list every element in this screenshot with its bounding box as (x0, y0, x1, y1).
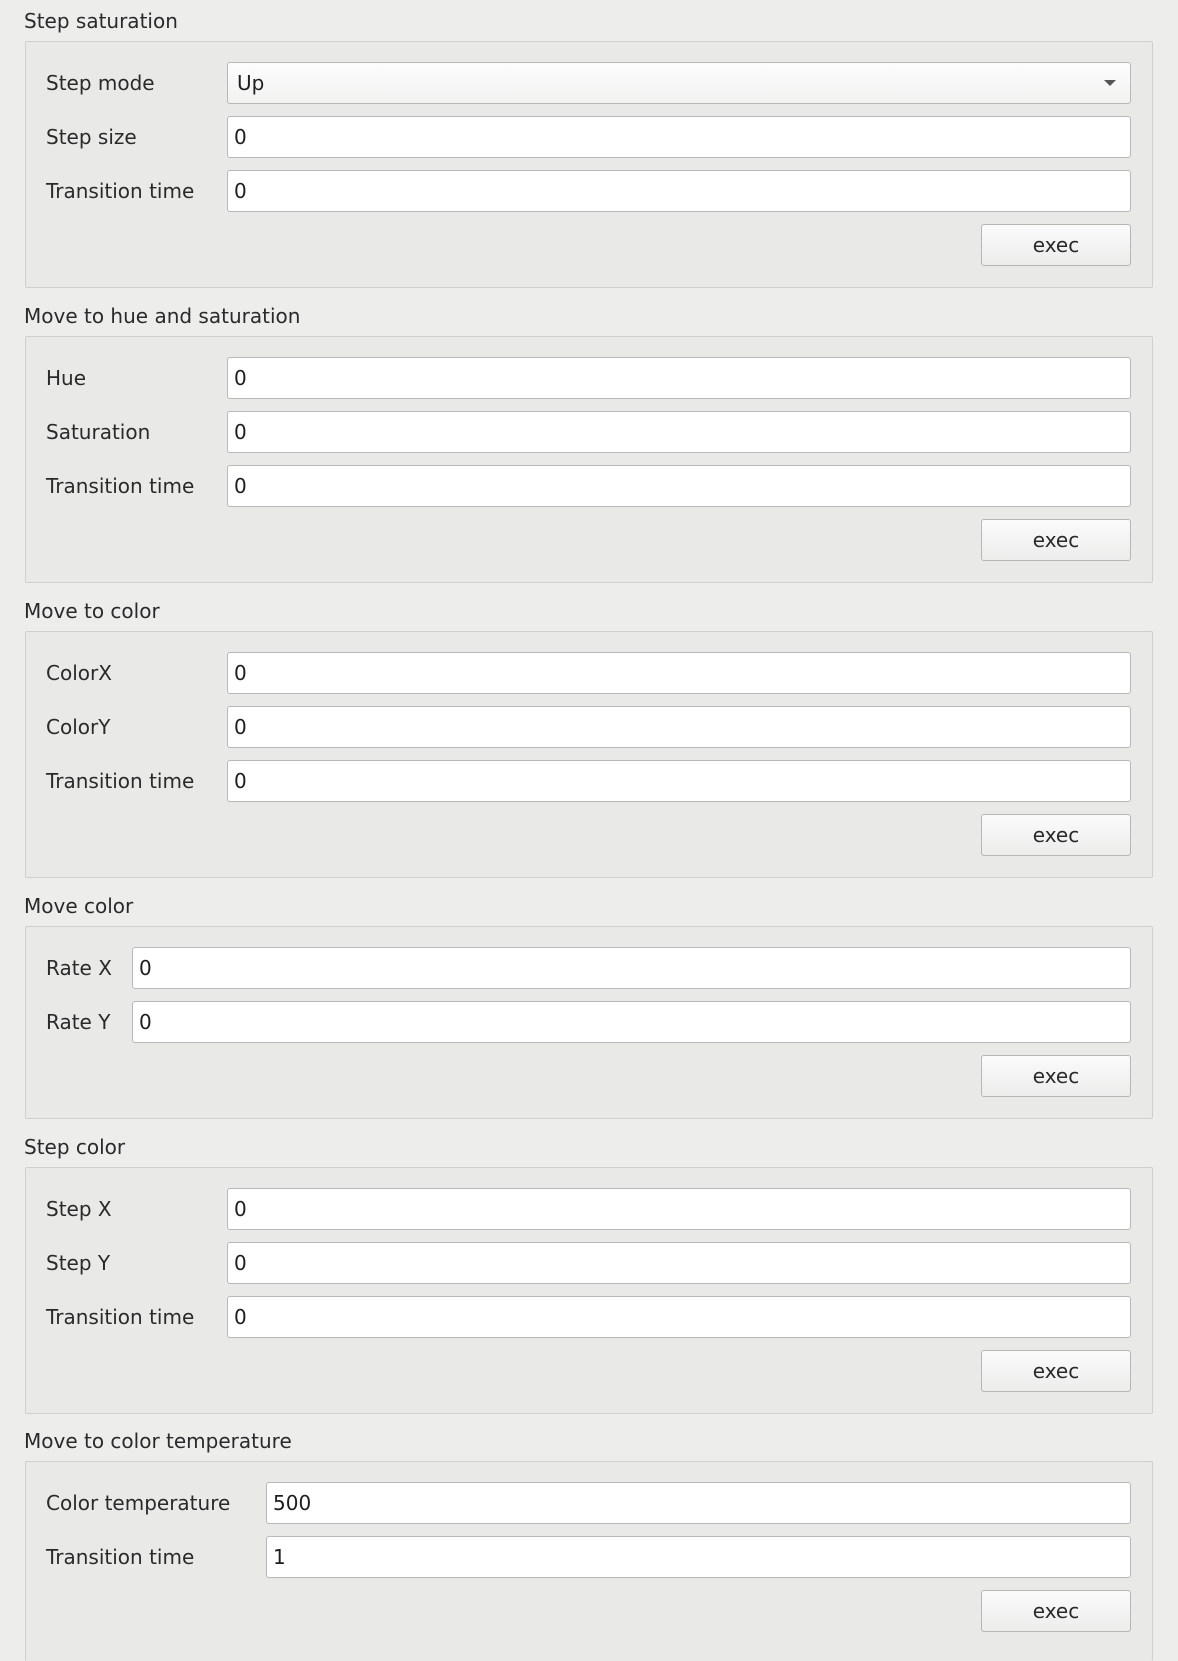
hue-sat-transition-label: Transition time (46, 474, 195, 498)
move-to-hue-sat-title: Move to hue and saturation (24, 304, 301, 328)
step-saturation-transition-label: Transition time (46, 179, 195, 203)
ratey-label: Rate Y (46, 1010, 111, 1034)
step-saturation-title: Step saturation (24, 9, 178, 33)
ratex-label: Rate X (46, 956, 112, 980)
step-mode-value: Up (237, 71, 265, 95)
move-to-hue-sat-exec-button[interactable]: exec (981, 519, 1131, 561)
stepy-row (26, 1242, 1152, 1284)
move-to-hue-sat-group (25, 336, 1153, 583)
colory-label: ColorY (46, 715, 111, 739)
move-to-color-temp-group (25, 1461, 1153, 1661)
move-to-color-temp-exec-button[interactable]: exec (981, 1590, 1131, 1632)
color-temp-transition-input[interactable] (266, 1536, 1131, 1578)
colory-row (26, 706, 1152, 748)
move-to-color-temp-title: Move to color temperature (24, 1429, 292, 1453)
ratex-input[interactable] (132, 947, 1131, 989)
step-saturation-exec-button[interactable]: exec (981, 224, 1131, 266)
colorx-label: ColorX (46, 661, 112, 685)
step-mode-row (26, 62, 1152, 104)
step-mode-select[interactable] (227, 62, 1131, 104)
move-to-color-group (25, 631, 1153, 878)
color-temp-transition-row (26, 1536, 1152, 1578)
step-saturation-group (25, 41, 1153, 288)
step-saturation-transition-row (26, 170, 1152, 212)
step-color-group (25, 1167, 1153, 1414)
move-color-exec-button[interactable]: exec (981, 1055, 1131, 1097)
saturation-label: Saturation (46, 420, 151, 444)
move-to-color-title: Move to color (24, 599, 160, 623)
step-mode-label: Step mode (46, 71, 155, 95)
step-size-label: Step size (46, 125, 137, 149)
hue-sat-transition-input[interactable] (227, 465, 1131, 507)
stepx-input[interactable] (227, 1188, 1131, 1230)
chevron-down-icon (1104, 80, 1116, 86)
move-to-color-transition-row (26, 760, 1152, 802)
stepy-label: Step Y (46, 1251, 111, 1275)
step-color-title: Step color (24, 1135, 126, 1159)
step-color-exec-button[interactable]: exec (981, 1350, 1131, 1392)
hue-label: Hue (46, 366, 87, 390)
stepx-label: Step X (46, 1197, 112, 1221)
color-temp-row (26, 1482, 1152, 1524)
step-color-transition-label: Transition time (46, 1305, 195, 1329)
step-saturation-transition-input[interactable] (227, 170, 1131, 212)
colorx-row (26, 652, 1152, 694)
ratey-input[interactable] (132, 1001, 1131, 1043)
step-color-transition-input[interactable] (227, 1296, 1131, 1338)
color-temp-input[interactable] (266, 1482, 1131, 1524)
ratey-row (26, 1001, 1152, 1043)
saturation-row (26, 411, 1152, 453)
step-size-input[interactable] (227, 116, 1131, 158)
colorx-input[interactable] (227, 652, 1131, 694)
ratex-row (26, 947, 1152, 989)
colory-input[interactable] (227, 706, 1131, 748)
move-to-color-transition-label: Transition time (46, 769, 195, 793)
hue-input[interactable] (227, 357, 1131, 399)
color-temp-label: Color temperature (46, 1491, 231, 1515)
move-to-color-transition-input[interactable] (227, 760, 1131, 802)
stepy-input[interactable] (227, 1242, 1131, 1284)
hue-row (26, 357, 1152, 399)
move-color-title: Move color (24, 894, 134, 918)
color-temp-transition-label: Transition time (46, 1545, 195, 1569)
move-to-color-exec-button[interactable]: exec (981, 814, 1131, 856)
hue-sat-transition-row (26, 465, 1152, 507)
step-color-transition-row (26, 1296, 1152, 1338)
stepx-row (26, 1188, 1152, 1230)
step-size-row (26, 116, 1152, 158)
saturation-input[interactable] (227, 411, 1131, 453)
move-color-group (25, 926, 1153, 1119)
